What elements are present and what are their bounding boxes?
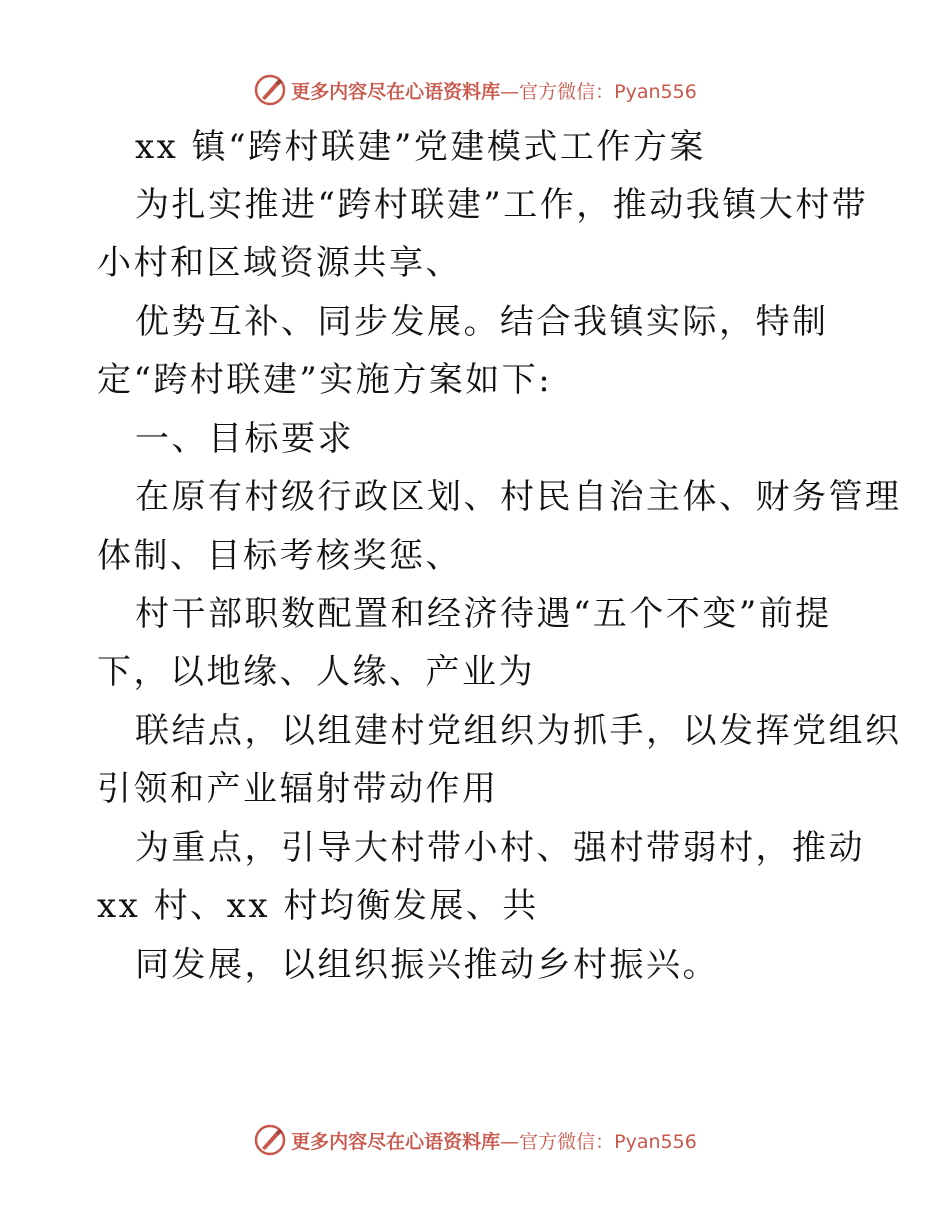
paragraph-line: 在原有村级行政区划、村民自治主体、财务管理 <box>135 477 902 517</box>
paragraph-line: 为重点，引导大村带小村、强村带弱村，推动 <box>135 828 865 868</box>
watermark-footer <box>0 1120 950 1160</box>
watermark-brand: 更多内容尽在心语资料库 <box>291 80 501 103</box>
paragraph-line: xx 村、xx 村均衡发展、共 <box>97 886 539 926</box>
paragraph-line: 引领和产业辐射带动作用 <box>97 769 499 809</box>
section-heading: 一、目标要求 <box>135 419 354 459</box>
watermark-contact: 官方微信：Pyan556 <box>519 1130 697 1153</box>
watermark-text <box>291 1127 697 1154</box>
watermark-brand: 更多内容尽在心语资料库 <box>291 1130 501 1153</box>
paragraph-line: 下，以地缘、人缘、产业为 <box>97 652 535 692</box>
watermark-text <box>291 77 697 104</box>
paragraph-line: 村干部职数配置和经济待遇“五个不变”前提 <box>135 594 832 634</box>
watermark-contact: 官方微信：Pyan556 <box>519 80 697 103</box>
watermark-header <box>0 70 950 110</box>
paragraph-line: 联结点，以组建村党组织为抓手，以发挥党组织 <box>135 711 902 751</box>
paragraph-line: 优势互补、同步发展。结合我镇实际，特制 <box>135 302 829 342</box>
document-title: xx 镇“跨村联建”党建模式工作方案 <box>135 127 706 167</box>
paragraph-line: 同发展，以组织振兴推动乡村振兴。 <box>135 945 719 985</box>
pen-logo-icon <box>253 73 287 107</box>
paragraph-line: 定“跨村联建”实施方案如下: <box>97 360 553 400</box>
paragraph-line: 小村和区域资源共享、 <box>97 243 462 283</box>
watermark-dash: — <box>500 80 520 103</box>
pen-logo-icon <box>253 1123 287 1157</box>
watermark-dash: — <box>500 1130 520 1153</box>
paragraph-line: 为扎实推进“跨村联建”工作，推动我镇大村带 <box>135 185 869 225</box>
paragraph-line: 体制、目标考核奖惩、 <box>97 536 462 576</box>
